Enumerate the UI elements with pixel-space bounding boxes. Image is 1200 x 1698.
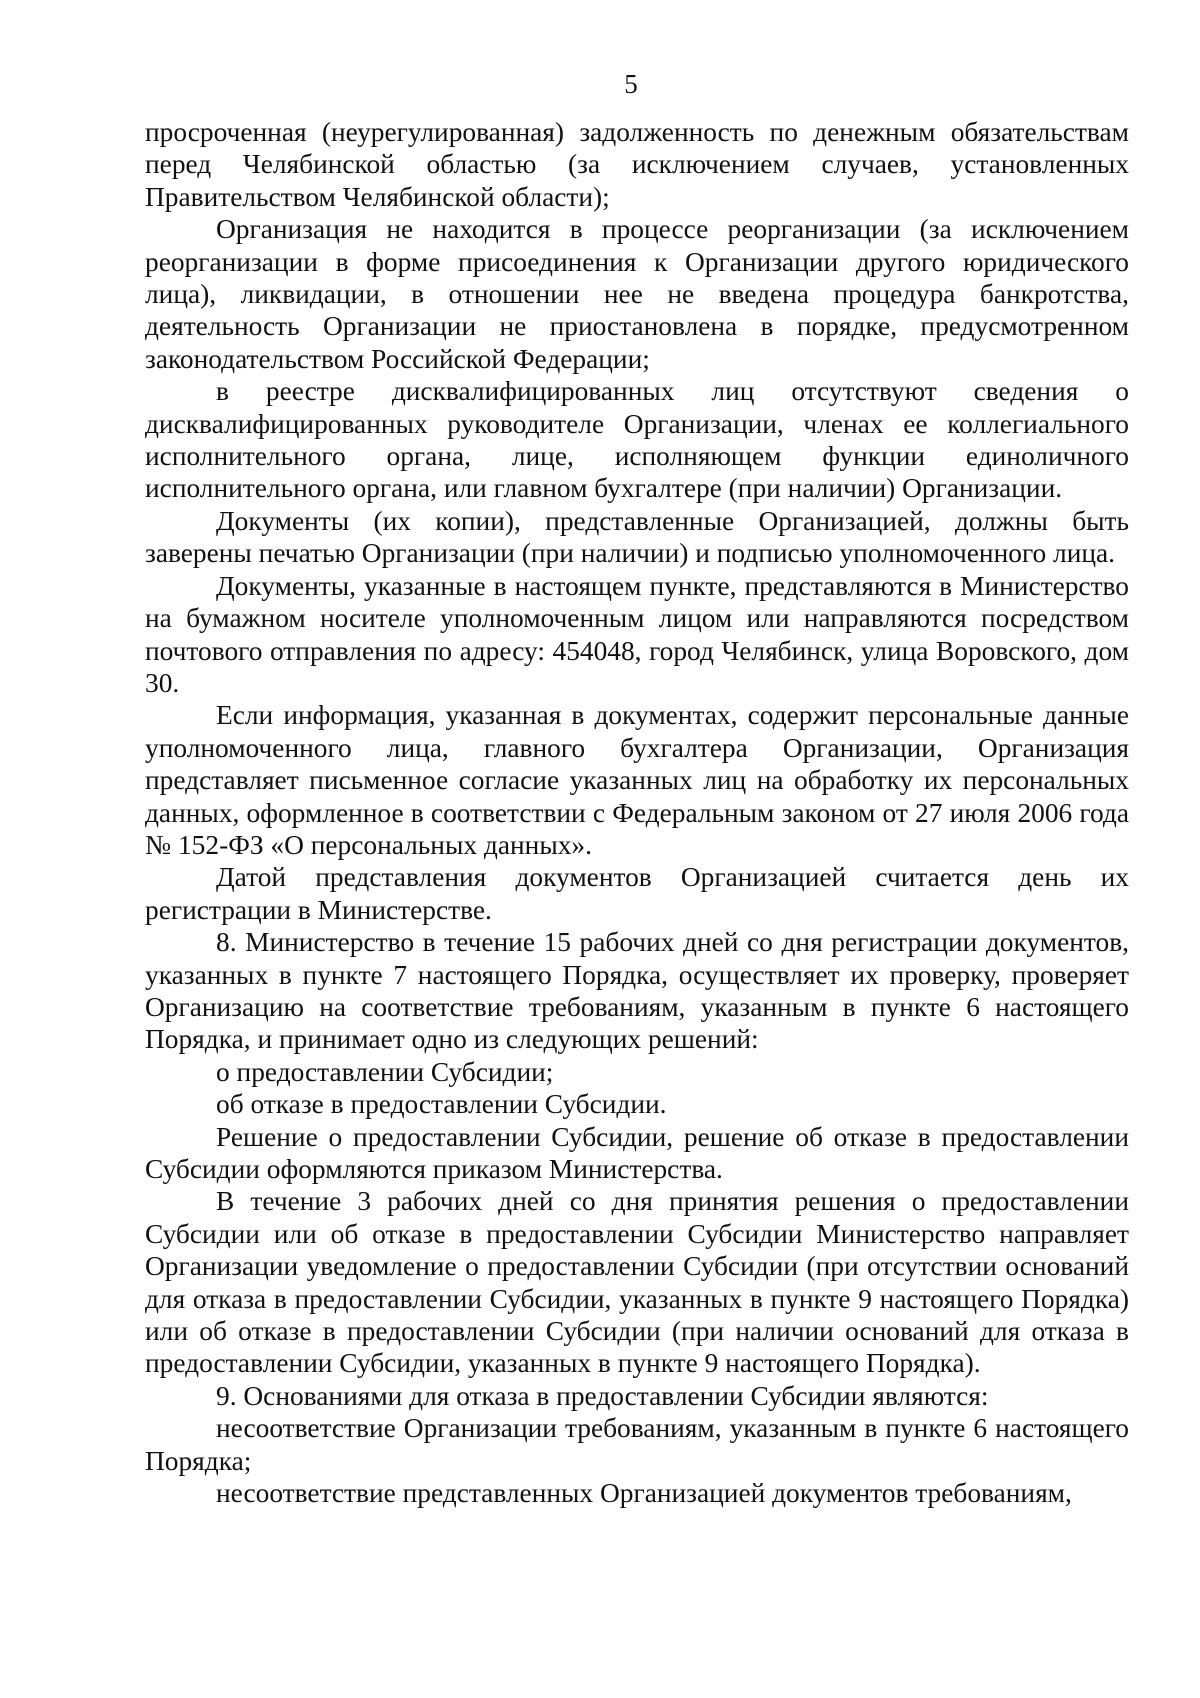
paragraph: Решение о предоставлении Субсидии, решение об отказе в предоставлении Субсидии оформляются приказом Министерства. [145, 1121, 1129, 1184]
paragraph: Организация не находится в процессе реорганизации (за исключением реорганизации в форме присоединения к Организации другого юридического лица), ликвидации, в отношении нее не введена процедура банкротства, деятельность Организации не приостановлена в порядке, предусмотренном законодательством Российской Федерации; [145, 214, 1129, 374]
paragraph: несоответствие Организации требованиям, указанным в пункте 6 настоящего Порядка; [145, 1413, 1129, 1476]
document-body [145, 116, 1129, 1509]
paragraph: Документы, указанные в настоящем пункте, представляются в Министерство на бумажном носителе уполномоченным лицом или направляются посредством почтового отправления по адресу: 454048, город Челябинск, улица Воровского, дом 30. [145, 570, 1129, 698]
paragraph: 9. Основаниями для отказа в предоставлении Субсидии являются: [216, 1380, 989, 1411]
paragraph: о предоставлении Субсидии; [216, 1056, 554, 1087]
paragraph: Документы (их копии), представленные Организацией, должны быть заверены печатью Организации (при наличии) и подписью уполномоченного лица. [145, 505, 1129, 569]
paragraph: В течение 3 рабочих дней со дня принятия решения о предоставлении Субсидии или об отказе в предоставлении Субсидии Министерство направляет Организации уведомление о предоставлении Субсидии (при отсутствии оснований для отказа в предоставлении Субсидии, указанных в пункте 9 настоящего Порядка) или об отказе в предоставлении Субсидии (при наличии оснований для отказа в предоставлении Субсидии, указанных в пункте 9 настоящего Порядка). [145, 1186, 1129, 1379]
page-number: 5 [624, 69, 638, 99]
paragraph: об отказе в предоставлении Субсидии. [216, 1089, 667, 1120]
paragraph: просроченная (неурегулированная) задолженность по денежным обязательствам перед Челябинской областью (за исключением случаев, установленных Правительством Челябинской области); [145, 117, 1129, 212]
paragraph: в реестре дисквалифицированных лиц отсутствуют сведения о дисквалифицированных руководителе Организации, членах ее коллегиального исполнительного органа, лице, исполняющем функции единоличного исполнительного органа, или главном бухгалтере (при наличии) Организации. [145, 376, 1129, 504]
paragraph: Датой представления документов Организацией считается день их регистрации в Министерстве. [145, 862, 1129, 925]
paragraph: Если информация, указанная в документах, содержит персональные данные уполномоченного лица, главного бухгалтера Организации, Организация представляет письменное согласие указанных лиц на обработку их персональных данных, оформленное в соответствии с Федеральным законом от 27 июля 2006 года № 152-ФЗ «О персональных данных». [145, 700, 1129, 860]
paragraph: несоответствие представленных Организацией документов требованиям, [216, 1478, 1072, 1509]
paragraph: 8. Министерство в течение 15 рабочих дней со дня регистрации документов, указанных в пункте 7 настоящего Порядка, осуществляет их проверку, проверяет Организацию на соответствие требованиям, указанным в пункте 6 настоящего Порядка, и принимает одно из следующих решений: [145, 927, 1129, 1055]
